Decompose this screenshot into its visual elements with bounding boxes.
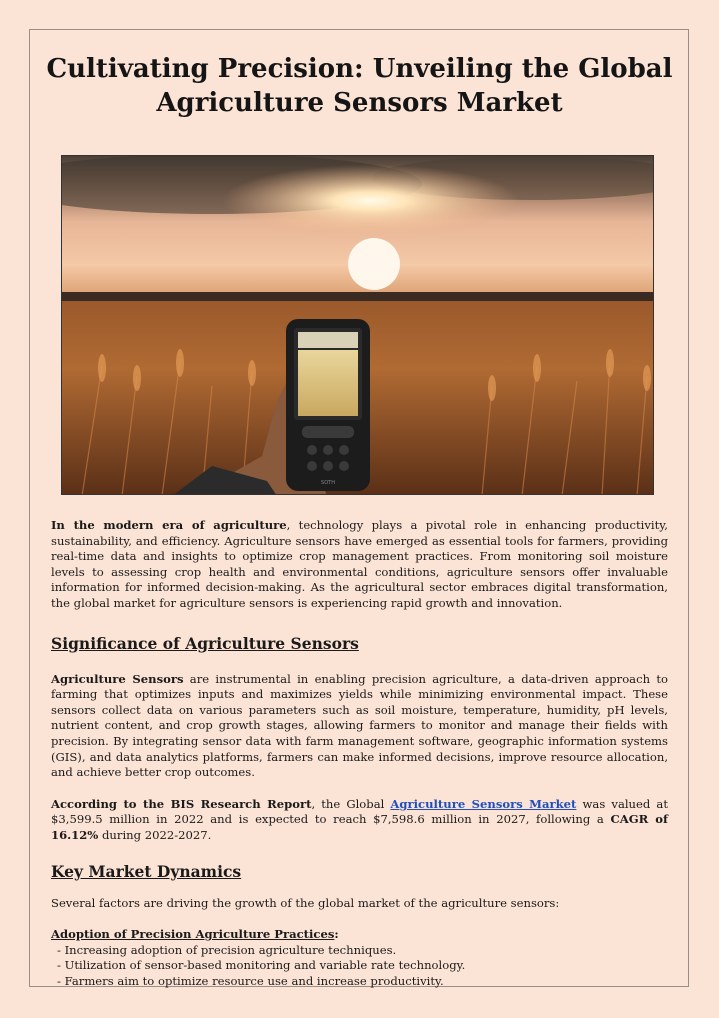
horizon-trees [62, 292, 654, 301]
significance-text: are instrumental in enabling precision agriculture, a data-driven approach to farming that optimizes inputs and maximizes yields while minimizing environmental impact. These sensors collect data on various parameters such as soil moisture, temperature, humidity, pH levels, nutrient content, and crop growth stages, allowing farmers to monitor and manage their fields with precision. By integrating sensor data with farm management software, geographic information systems (GIS), and data analytics platforms, farmers can make informed decisions, improve resource allocation, and achieve better crop outcomes. [51, 671, 668, 780]
handheld-device [286, 319, 370, 491]
list-item: - Increasing adoption of precision agriculture techniques. [57, 942, 397, 957]
adoption-subheading [51, 927, 668, 943]
device-brand: SOTH [321, 480, 335, 486]
list-item: - Farmers aim to optimize resource use and increase productivity. [57, 973, 444, 988]
title-line-2: Agriculture Sensors Market [156, 88, 563, 118]
significance-paragraph [51, 672, 668, 781]
wheat-field-sunset-illustration [62, 156, 654, 495]
intro-paragraph [51, 518, 668, 612]
significance-heading: Significance of Agriculture Sensors [51, 633, 359, 653]
significance-lead: Agriculture Sensors [51, 671, 184, 686]
report-text-2: was valued at $3,599.5 million in 2022 and is expected to reach $7,598.6 million in 2027, following a [51, 796, 668, 827]
hero-image [61, 155, 654, 495]
cagr-value: CAGR of 16.12% [51, 812, 669, 842]
list-item: - Utilization of sensor-based monitoring and variable rate technology. [57, 958, 466, 973]
report-paragraph [51, 797, 668, 844]
page-title [40, 52, 679, 120]
market-report-link[interactable]: Agriculture Sensors Market [390, 796, 577, 811]
title-line-1: Cultivating Precision: Unveiling the Global [46, 54, 673, 84]
report-lead: According to the BIS Research Report [51, 796, 312, 811]
sun [348, 238, 400, 290]
report-text-3: during 2022-2027. [98, 827, 212, 842]
adoption-subheading-text: Adoption of Precision Agriculture Practices [51, 927, 335, 942]
intro-text: , technology plays a pivotal role in enhancing productivity, sustainability, and efficiency. Agriculture sensors have emerged as essential tools for farmers, providing real-time data and insights to optimize crop management practices. From monitoring soil moisture levels to assessing crop health and environmental conditions, agriculture sensors offer invaluable information for informed decision-making. As the agricultural sector embraces digital transformation, the global market for agriculture sensors is experiencing rapid growth and innovation. [51, 518, 668, 610]
adoption-colon: : [334, 927, 339, 942]
intro-lead: In the modern era of agriculture [51, 518, 287, 532]
dynamics-heading: Key Market Dynamics [51, 861, 242, 881]
article-body [51, 518, 668, 989]
report-text-1: , the Global [311, 796, 391, 811]
dynamics-intro: Several factors are driving the growth of the global market of the agriculture sensors: [51, 895, 560, 910]
